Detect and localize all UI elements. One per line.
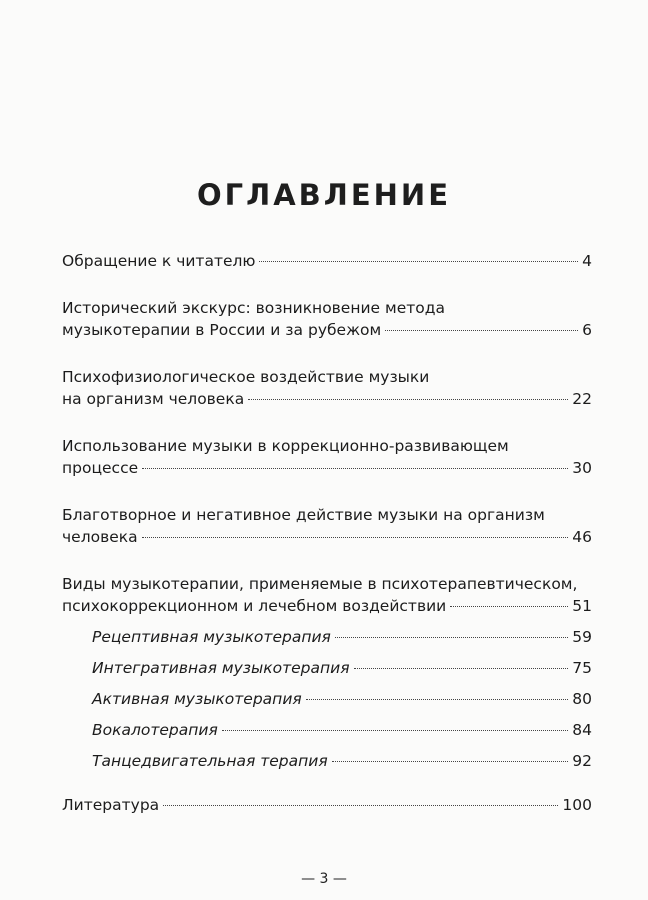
toc-entry-literature	[62, 794, 592, 816]
toc-entry-label: человека	[62, 528, 138, 546]
toc-entry-label: музыкотерапии в России и за рубежом	[62, 321, 382, 339]
toc-subentry-label: Танцедвигательная терапия	[92, 752, 328, 770]
toc-subentry-label: Вокалотерапия	[92, 721, 218, 739]
toc-page-number: 80	[572, 690, 592, 708]
dot-leader	[306, 699, 569, 700]
toc-page-number: 22	[572, 390, 592, 408]
toc-page-number: 4	[582, 252, 592, 270]
toc-entry-label-line: Виды музыкотерапии, применяемые в психотерапевтическом,	[62, 575, 578, 593]
toc-entry-label: Обращение к читателю	[62, 252, 256, 270]
dot-leader	[222, 730, 568, 731]
dot-leader	[450, 606, 568, 607]
toc-subentry-dance	[92, 750, 592, 772]
toc-entry-effects	[62, 504, 592, 548]
toc-entry-history	[62, 297, 592, 341]
toc-page-number: 51	[572, 597, 592, 615]
toc-entry-types	[62, 573, 592, 617]
toc-subentry-vocal	[92, 719, 592, 741]
toc-page-number: 75	[572, 659, 592, 677]
dot-leader	[332, 761, 569, 762]
toc-subentry-label: Рецептивная музыкотерапия	[92, 628, 331, 646]
toc-entry-reader-address	[62, 250, 592, 272]
toc-entry-psychophysiology	[62, 366, 592, 410]
page-title: ОГЛАВЛЕНИЕ	[196, 178, 451, 212]
toc-page-number: 46	[572, 528, 592, 546]
table-of-contents	[62, 250, 592, 841]
toc-subentry-integrative	[92, 657, 592, 679]
dot-leader	[163, 805, 558, 806]
toc-entry-label-line: Использование музыки в коррекционно-развивающем	[62, 437, 509, 455]
toc-entry-label: психокоррекционном и лечебном воздействии	[62, 597, 447, 615]
page-number-footer: — 3 —	[301, 871, 347, 887]
toc-subentry-label: Активная музыкотерапия	[92, 690, 302, 708]
toc-page-number: 92	[572, 752, 592, 770]
toc-subentry-active	[92, 688, 592, 710]
toc-page-number: 6	[582, 321, 592, 339]
toc-subentry-label: Интегративная музыкотерапия	[92, 659, 350, 677]
dot-leader	[248, 399, 568, 400]
dot-leader	[335, 637, 568, 638]
toc-page-number: 30	[572, 459, 592, 477]
dot-leader	[142, 537, 569, 538]
dot-leader	[259, 261, 578, 262]
toc-page-number: 59	[572, 628, 592, 646]
toc-page-number: 84	[572, 721, 592, 739]
toc-entry-correction	[62, 435, 592, 479]
toc-page-number: 100	[562, 796, 592, 814]
toc-entry-label-line: Благотворное и негативное действие музыки на организм	[62, 506, 545, 524]
toc-entry-label-line: Исторический экскурс: возникновение метода	[62, 299, 445, 317]
dot-leader	[142, 468, 568, 469]
dot-leader	[354, 668, 569, 669]
dot-leader	[385, 330, 578, 331]
toc-entry-label: процессе	[62, 459, 139, 477]
toc-entry-label-line: Психофизиологическое воздействие музыки	[62, 368, 430, 386]
toc-entry-label: на организм человека	[62, 390, 245, 408]
toc-entry-label: Литература	[62, 796, 160, 814]
toc-subentry-receptive	[92, 626, 592, 648]
